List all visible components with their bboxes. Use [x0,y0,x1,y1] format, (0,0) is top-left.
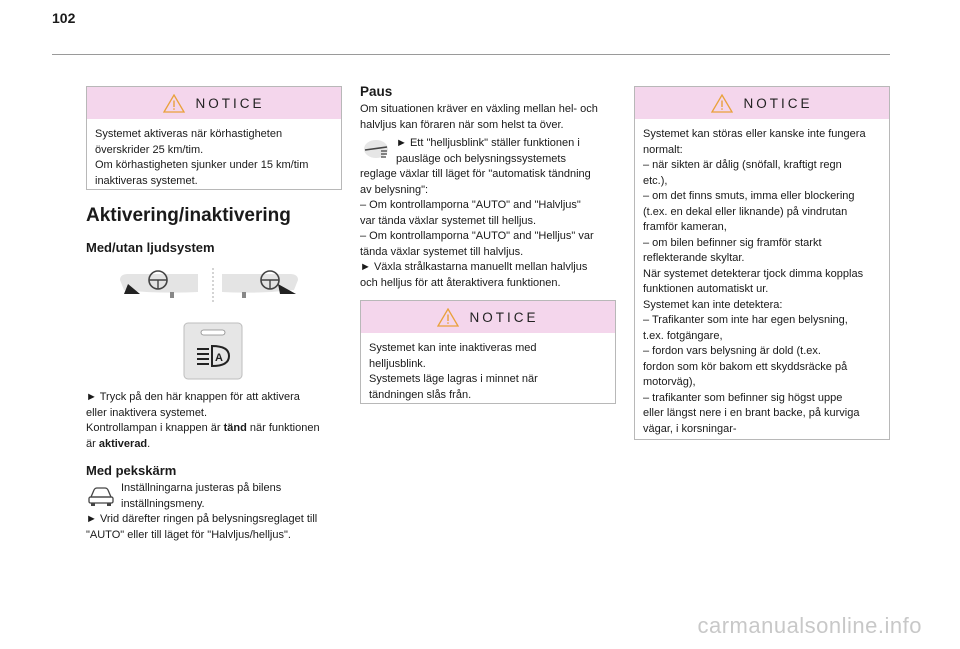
notice-header [361,301,615,333]
paragraph-button: ► Tryck på den här knappen för att aktivera eller inaktivera systemet. Kontrollampan i knappen är tänd när funktionen är aktiverad. [86,391,320,450]
paragraph-pause-icon: ► Ett "helljusblink" ställer funktionen i pausläge och belysningssystemets [396,137,580,165]
notice-title: NOTICE [195,95,265,111]
subheading-audio: Med/utan ljudsystem [86,240,215,255]
notice-title: NOTICE [743,95,813,111]
notice-line: överskrider 25 km/tim. [95,143,204,156]
subheading-pause: Paus [360,84,393,99]
notice-header [635,87,889,119]
notice-box-1 [86,86,342,190]
paragraph-pause-b: reglage växlar till läget för "automatisk tändning av belysning": – Om kontrollamporna "AUTO" and "Halvljus" var tända växlar systemet till helljus. – Om kontrollamporna "AUTO" and "Helljus" var tända växlar systemet till halvljus. ► Växla strålkastarna manuellt mellan halvljus och helljus för att återaktivera funktionen. [360,168,594,289]
notice-box-3 [634,86,890,440]
section-heading: Aktivering/inaktivering [86,205,291,226]
dashboard-illustration [118,266,300,306]
footer-watermark[interactable]: carmanualsonline.info [697,613,922,638]
paragraph-pause-a: Om situationen kräver en växling mellan hel- och halvljus kan föraren när som helst ta över. [360,103,598,131]
warning-icon [163,94,185,113]
auto-high-beam-button-icon [183,322,243,380]
notice-line: Systemet aktiveras när körhastigheten [95,128,283,140]
notice-line: inaktiveras systemet. [95,174,198,187]
paragraph-touchscreen: ► Vrid därefter ringen på belysningsreglaget till "AUTO" eller till läget för "Halvljus/helljus". [86,513,318,541]
top-rule [52,54,890,55]
warning-icon [711,94,733,113]
subheading-touchscreen: Med pekskärm [86,463,177,478]
notice-body: Systemet kan inte inaktiveras med helljusblink. Systemets läge lagras i minnet när tändningen slås från. [369,342,538,401]
notice-header [87,87,341,119]
notice-title: NOTICE [469,309,539,325]
paragraph-touchscreen-icon: Inställningarna justeras på bilens inställningsmeny. [121,482,282,510]
svg-text:A: A [215,352,223,364]
car-settings-icon [87,485,115,507]
page-number: 102 [52,10,76,26]
notice-body: Systemet kan störas eller kanske inte fungera normalt: – när sikten är dålig (snöfall, kraftigt regn etc.), – om det finns smuts, imma eller blockering (t.ex. en dekal eller liknande) på vindrutan framför kameran, – om bilen befinner sig framför starkt reflekterande skyltar. När systemet detekterar tjock dimma kopplas funktionen automatiskt ur. Systemet kan inte detektera: – Trafikanter som inte har egen belysning, t.ex. fotgängare, – fordon vars belysning är dold (t.ex. fordon som kör bakom ett skyddsräcke på motorväg), – trafikanter som befinner sig högst uppe eller längst nere i en brant backe, på kurviga vägar, i korsningar- [643,128,866,435]
notice-box-2 [360,300,616,404]
headlight-flash-icon [362,137,390,161]
warning-icon [437,308,459,327]
notice-line: Om körhastigheten sjunker under 15 km/tim [95,159,309,171]
notice-body [87,119,341,197]
